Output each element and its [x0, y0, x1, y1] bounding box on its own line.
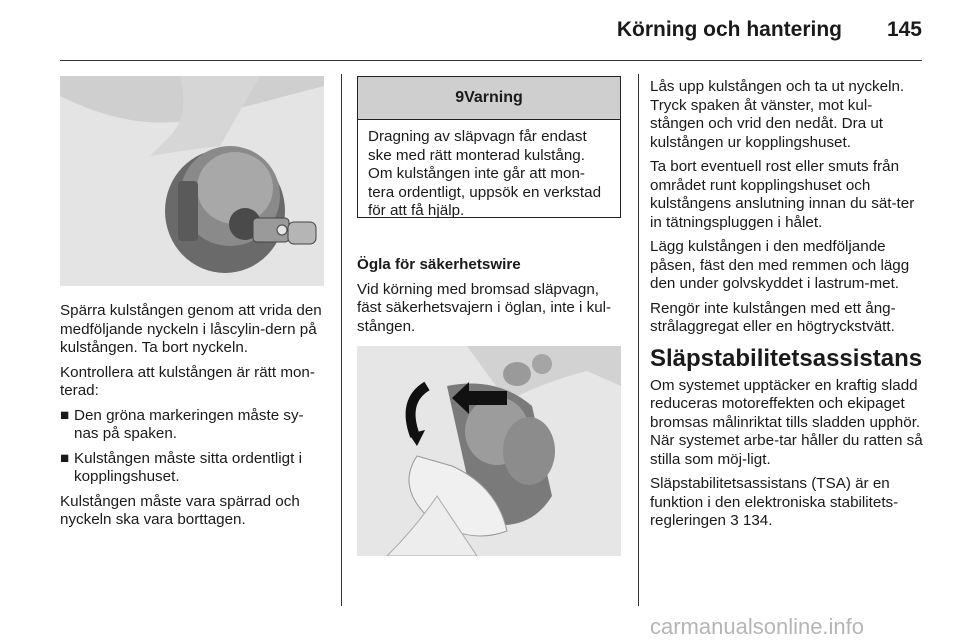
warning-icon: 9	[455, 89, 465, 106]
list-item	[60, 450, 326, 487]
paragraph: Lägg kulstången i den medföljande påsen, fäst den med remmen och lägg den under golvskyddet i lastrum-met.	[650, 238, 910, 292]
paragraph: Kulstången måste vara spärrad och nyckeln ska vara borttagen.	[60, 492, 300, 528]
bullet-list	[60, 407, 326, 487]
section-heading-large: Släpstabilitetsassistans	[650, 344, 923, 372]
paragraph: Lås upp kulstången och ta ut nyckeln. Tryck spaken åt vänster, mot kul-stången och vrid den nedåt. Dra ut kulstången ur kopplingshuset.	[650, 78, 905, 151]
paragraph: Vid körning med bromsad släpvagn, fäst säkerhetsvajern i öglan, inte i kul-stången.	[357, 280, 612, 335]
paragraph: Kontrollera att kulstången är rätt mon-terad:	[60, 363, 315, 399]
page-number: 145	[886, 18, 922, 41]
list-item-text: Den gröna markeringen måste sy-nas på spaken.	[74, 406, 304, 442]
warning-box	[357, 76, 621, 218]
column-divider-left	[341, 74, 342, 606]
warning-header	[358, 77, 620, 120]
paragraph	[650, 475, 925, 531]
towbar-removal-illustration	[357, 346, 621, 556]
page-ref-icon: 3	[730, 512, 739, 529]
paragraph: Ta bort eventuell rost eller smuts från området runt kopplingshuset och kulstångens anslutning innan du sät-ter in tätningspluggen i hålet.	[650, 158, 915, 231]
page-header	[0, 0, 960, 60]
list-item	[60, 407, 326, 444]
warning-text: Dragning av släpvagn får endast ske med rätt monterad kulstång. Om kulstången inte går att mon-tera ordentligt, uppsök en verkstad för att få hjälp.	[368, 128, 602, 219]
page-ref-link[interactable]: 134.	[738, 512, 773, 529]
chapter-title: Körning och hantering	[616, 18, 842, 41]
list-item-text: Kulstången måste sitta ordentligt i kopplingshuset.	[74, 449, 302, 485]
bullet-icon: ■	[60, 406, 70, 424]
paragraph-text: Släpstabilitetsassistans (TSA) är en funktion i den elektroniska stabilitets-regleringen	[650, 475, 899, 529]
paragraph: Om systemet upptäcker en kraftig sladd reduceras motoreffekten och ekipaget bromsas målinriktat tills sladden upphör. När systemet arbe-tar håller du ratten så stilla som möj-ligt.	[650, 376, 923, 468]
towbar-lock-illustration	[60, 76, 324, 286]
column-divider-right	[638, 74, 639, 606]
column-right	[650, 78, 925, 537]
header-rule	[60, 60, 922, 61]
column-left	[60, 302, 326, 536]
paragraph: Spärra kulstången genom att vrida den medföljande nyckeln i låscylin-dern på kulstången. Ta bort nyckeln.	[60, 302, 322, 356]
paragraph: Rengör inte kulstången med ett ång-strålaggregat eller en högtryckstvätt.	[650, 299, 896, 335]
bullet-icon: ■	[60, 449, 70, 467]
section-heading: Ögla för säkerhetswire	[357, 256, 521, 273]
watermark: carmanualsonline.info	[650, 614, 865, 639]
warning-title: Varning	[464, 89, 523, 106]
